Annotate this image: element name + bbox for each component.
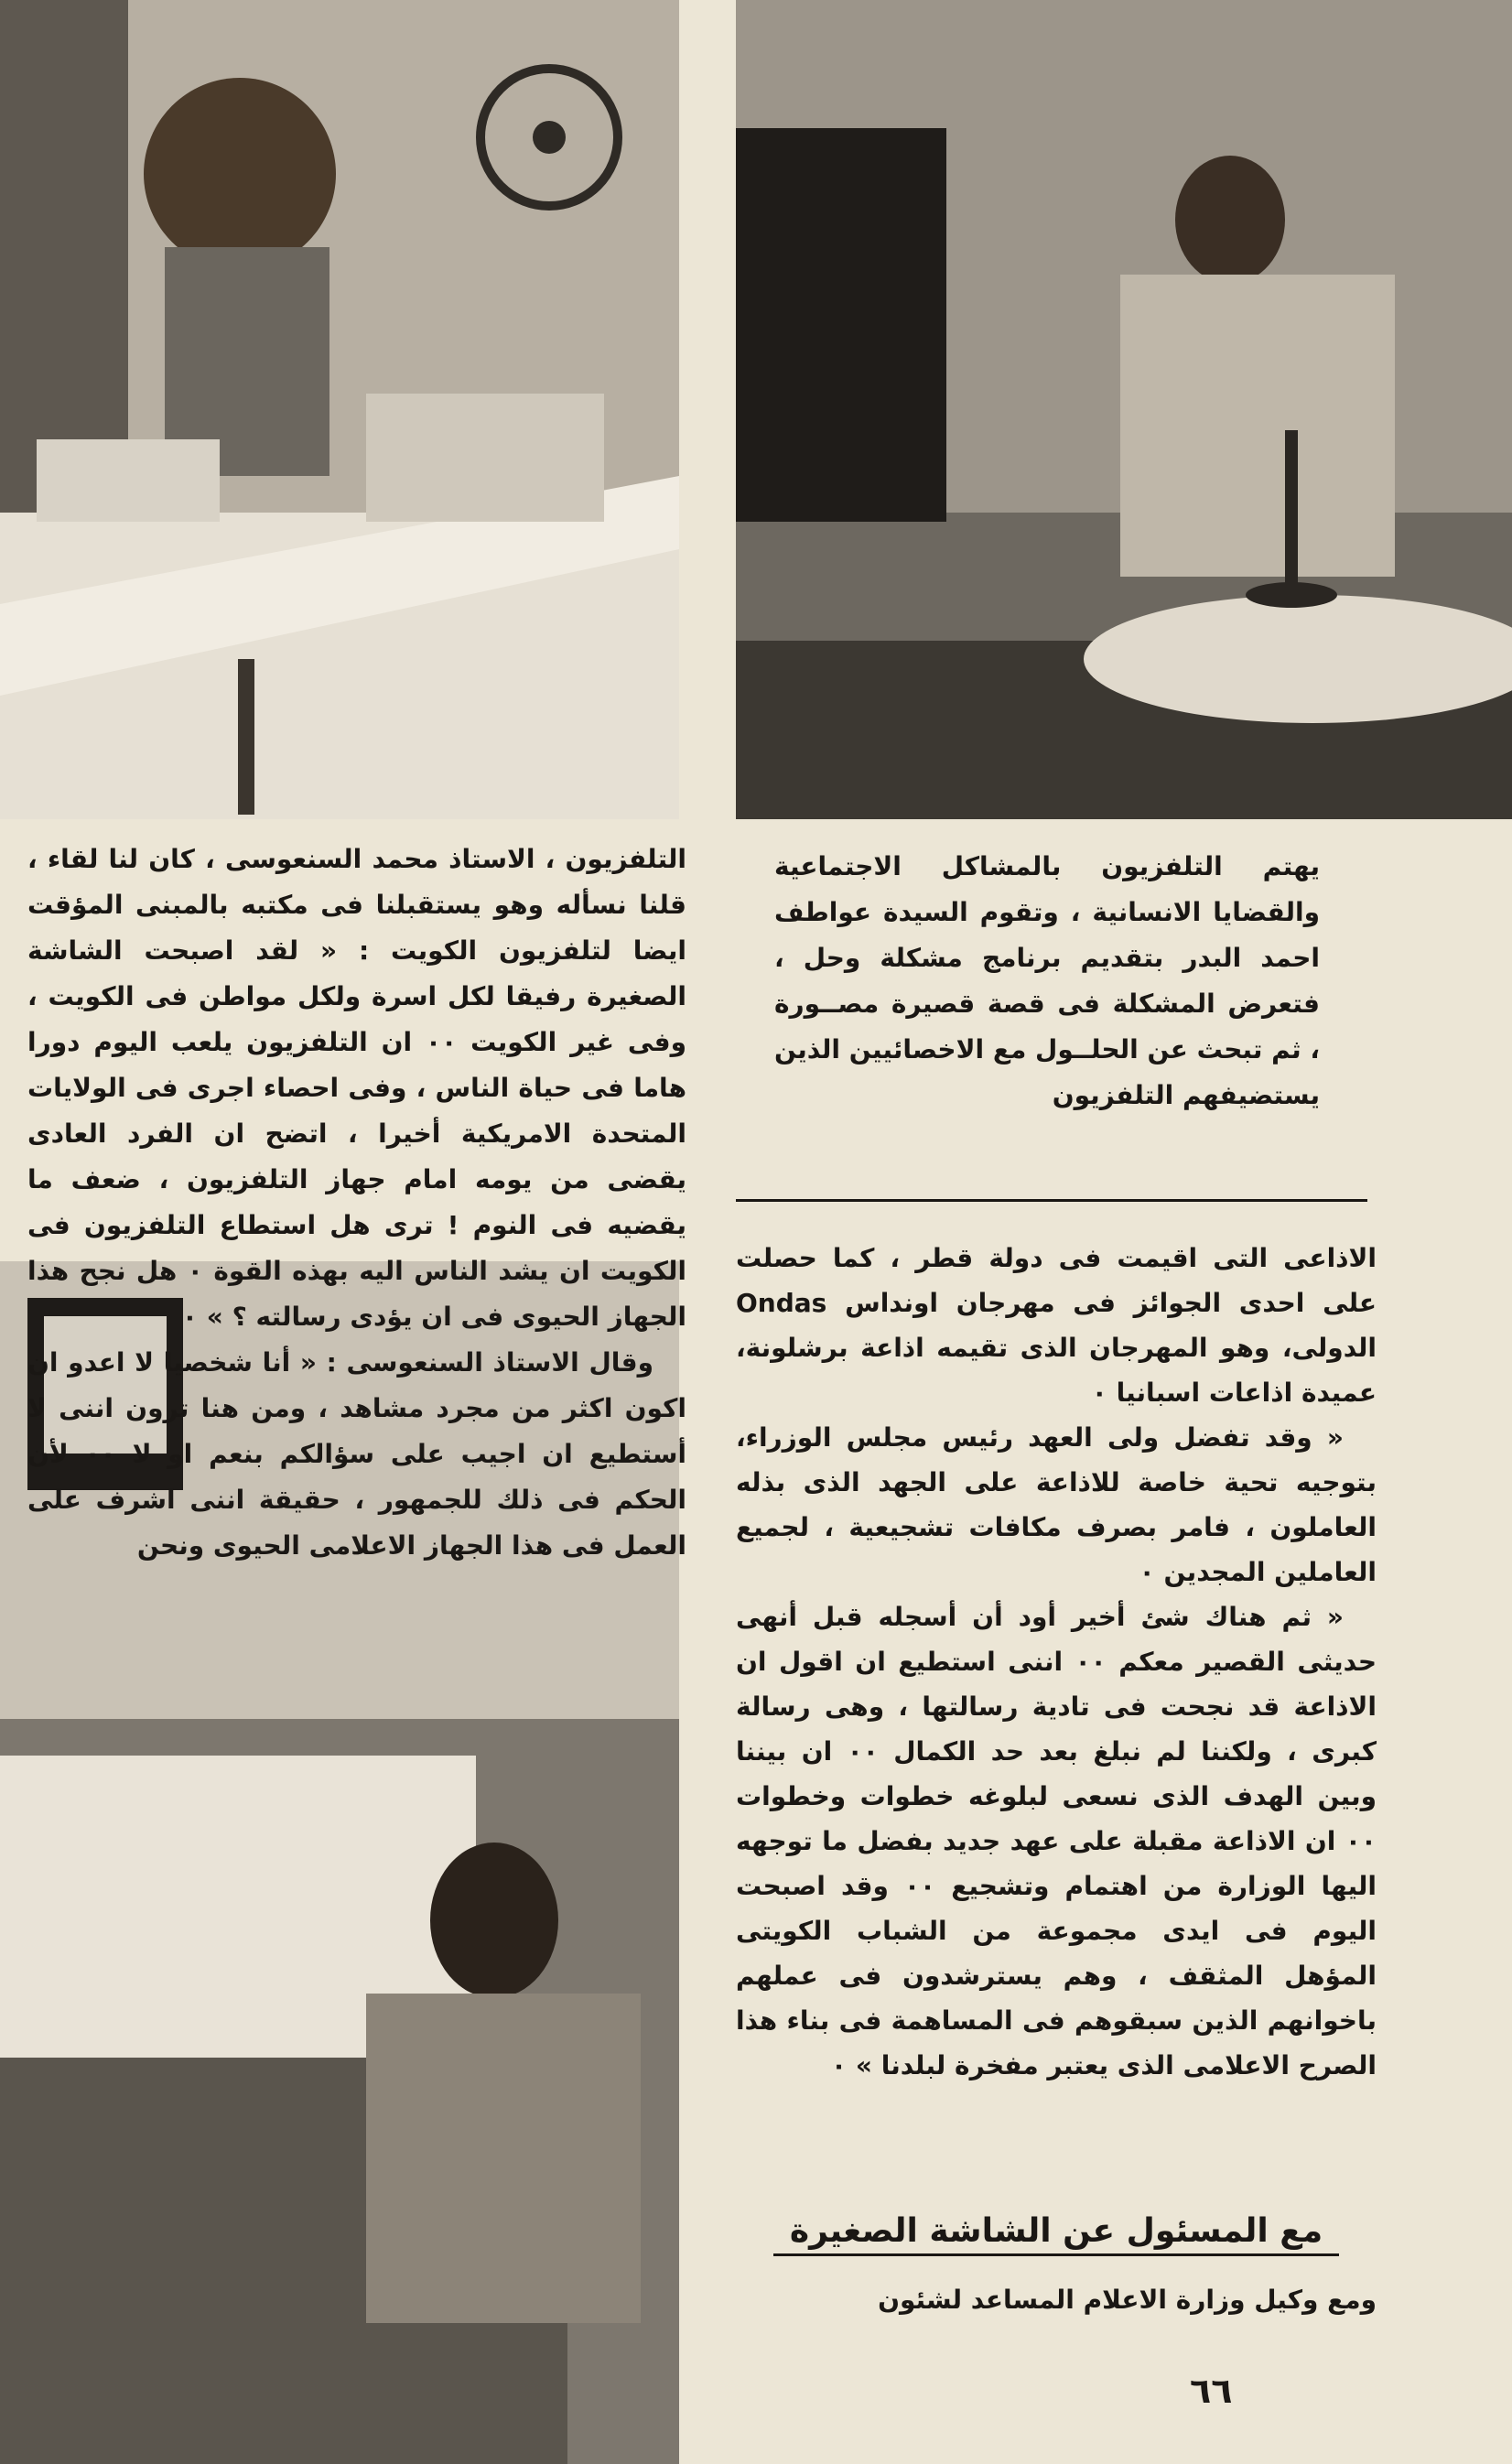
photo-film-editor [0, 0, 679, 819]
left-paragraph-2: وقال الاستاذ السنعوسى : « أنا شخصيا لا اعدو ان اكون اكثر من مجرد مشاهد ، ومن هنا ترون اننى لا أستطيع ان اجيب على سؤالكم بنعم او لا ٠٠ لأن الحكم فى ذلك للجمهور ، حقيقة اننى اشرف على العمل فى هذا الجهاز الاعلامى الحيوى ونحن [27, 1347, 686, 1561]
right-paragraph-3: « ثم هناك شئ أخير أود أن أسجله قبل أنهى حديثى القصير معكم ٠٠ اننى استطيع ان اقول ان الاذاعة قد نجحت فى تادية رسالتها ، وهى رسالة كبرى ، ولكننا لم نبلغ بعد حد الكمال ٠٠ ان بيننا وبين الهدف الذى نسعى لبلوغه خطوات وخطوات ٠٠ ان الاذاعة مقبلة على عهد جديد بفضل ما توجهه اليها الوزارة من اهتمام وتشجيع ٠٠ وقد اصبحت اليوم فى ايدى مجموعة من الشباب الكويتى المؤهل المثقف ، وهم يسترشدون فى عملهم باخوانهم الذين سبقوهم فى المساهمة فى بناء هذا الصرح الاعلامى الذى يعتبر مفخرة لبلدنا » ٠ [736, 1602, 1377, 2080]
right-column-continued [736, 2277, 1377, 2322]
section-heading-text: مع المسئول عن الشاشة الصغيرة [773, 2212, 1339, 2256]
left-column [27, 837, 686, 1569]
left-paragraph-1: التلفزيون ، الاستاذ محمد السنعوسى ، كان لنا لقاء ، قلنا نسأله وهو يستقبلنا فى مكتبه بالمبنى المؤقت ايضا لتلفزيون الكويت : « لقد اصبحت الشاشة الصغيرة رفيقا لكل اسرة ولكل مواطن فى الكويت ، وفى غير الكويت ٠٠ ان التلفزيون يلعب اليوم دورا هاما فى حياة الناس ، وفى احصاء اجرى فى الولايات المتحدة الامريكية أخيرا ، اتضح ان الفرد العادى يقضى من يومه امام جهاز التلفزيون ، ضعف ما يقضيه فى النوم ! ترى هل استطاع التلفزيون فى الكويت ان يشد الناس اليه بهذه القوة ٠ هل نجح هذا الجهاز الحيوى فى ان يؤدى رسالته ؟ » ٠ [27, 844, 686, 1332]
caption-text: يهتم التلفزيون بالمشاكل الاجتماعية والقضايا الانسانية ، وتقوم السيدة عواطف احمد البدر بتقديم برنامج مشكلة وحل ، فتعرض المشكلة فى قصة قصيرة مصــورة ، ثم تبحث عن الحلــول مع الاخصائيين الذين يستضيفهم التلفزيون [774, 851, 1320, 1110]
right-paragraph-4: ومع وكيل وزارة الاعلام المساعد لشئون [878, 2285, 1377, 2315]
page-number: ٦٦ [1190, 2371, 1233, 2411]
section-divider [736, 1199, 1367, 1202]
section-heading [736, 2206, 1377, 2257]
right-paragraph-2: « وقد تفضل ولى العهد رئيس مجلس الوزراء، بتوجيه تحية خاصة للاذاعة على الجهد الذى بذله العاملون ، فامر بصرف مكافات تشجيعية ، لجميع العاملين المجدين ٠ [736, 1422, 1377, 1587]
photo-tv-presenter [736, 0, 1512, 819]
right-paragraph-1: الاذاعى التى اقيمت فى دولة قطر ، كما حصلت على احدى الجوائز فى مهرجان اونداس Ondas الدولى، وهو المهرجان الذى تقيمه اذاعة برشلونة، عميدة اذاعات اسبانيا ٠ [736, 1243, 1377, 1408]
photo-caption [774, 844, 1320, 1119]
right-column [736, 1236, 1377, 2088]
